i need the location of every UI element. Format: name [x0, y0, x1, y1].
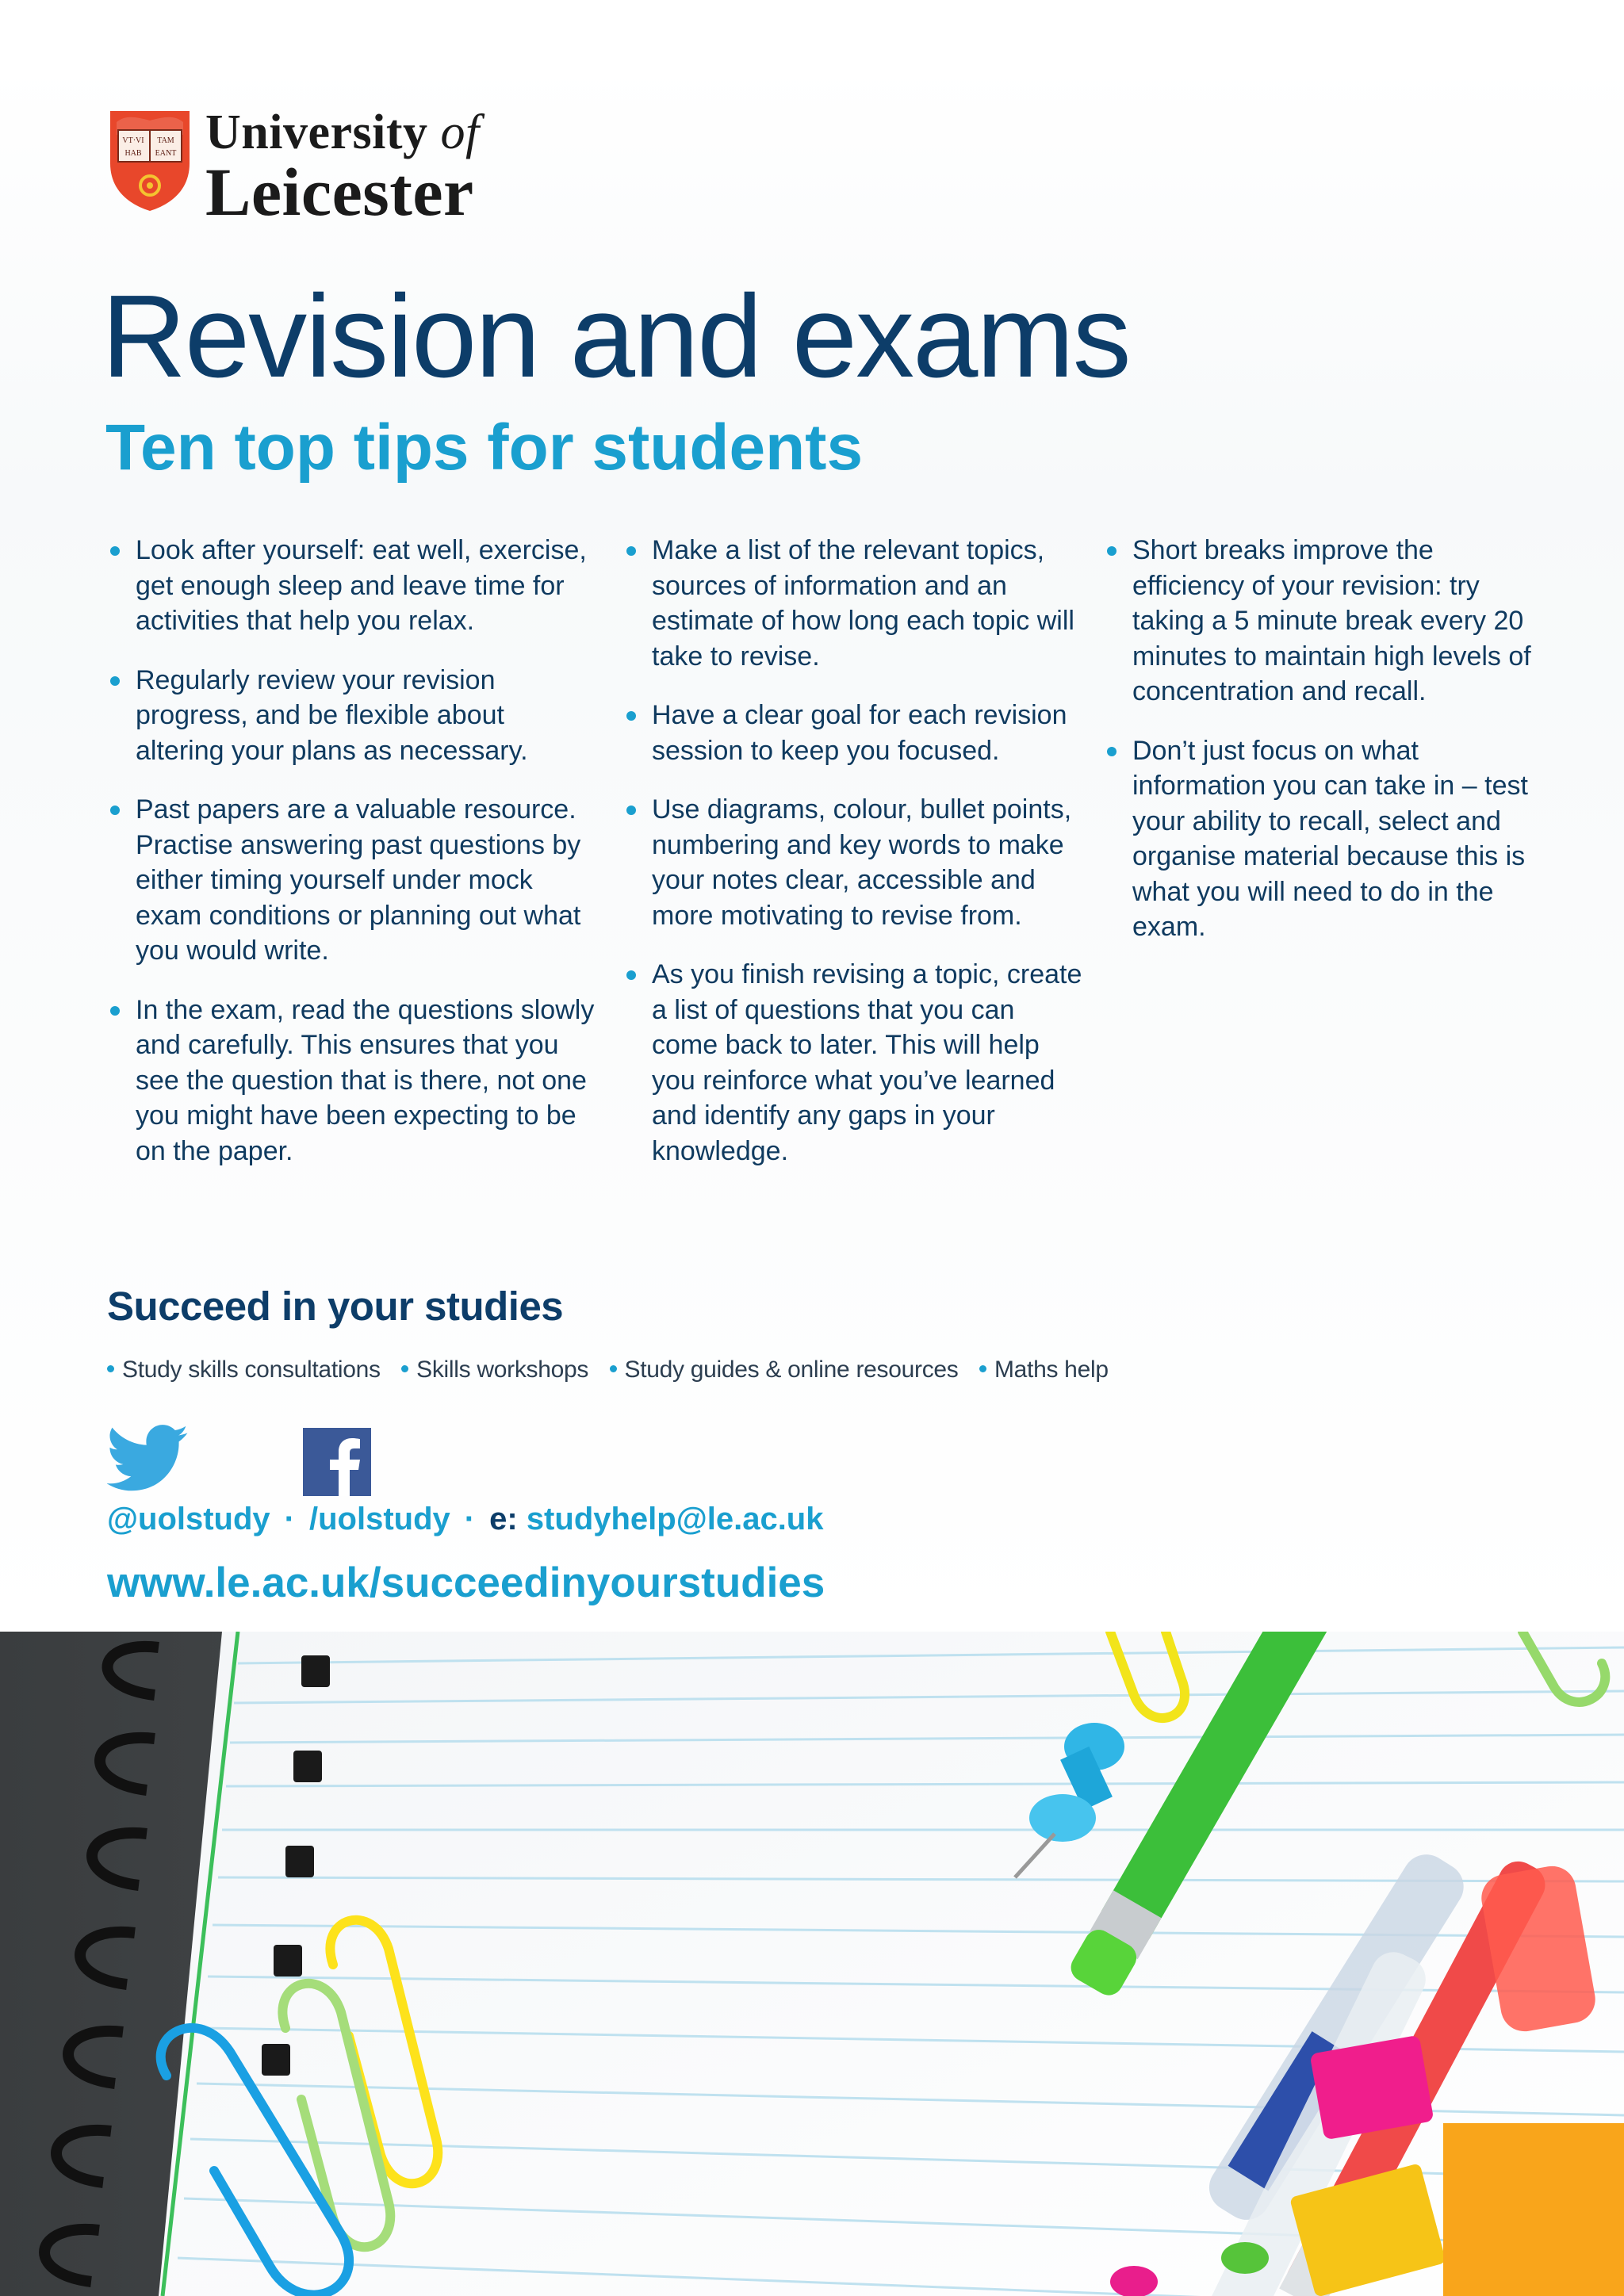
tip-item: Have a clear goal for each revision session to keep you focused. — [623, 698, 1083, 768]
tip-item: In the exam, read the questions slowly and carefully. This ensures that you see the question that is there, not one you might have been expecting to be on the paper. — [107, 993, 599, 1169]
separator: · — [464, 1502, 476, 1536]
tip-item: Regularly review your revision progress, and be flexible about altering your plans as necessary. — [107, 663, 599, 769]
facebook-icon[interactable] — [303, 1428, 371, 1496]
bullet-icon — [610, 1365, 617, 1372]
tip-item: Use diagrams, colour, bullet points, numbering and key words to make your notes clear, accessible and more motivating to revise from. — [623, 792, 1083, 933]
website-link[interactable]: www.le.ac.uk/succeedinyourstudies — [107, 1559, 825, 1606]
page-subtitle: Ten top tips for students — [105, 411, 864, 484]
crest-motto-2: TAM — [157, 136, 174, 145]
tip-item: Look after yourself: eat well, exercise, get enough sleep and leave time for activities that help you relax. — [107, 533, 599, 639]
succeed-title: Succeed in your studies — [107, 1284, 564, 1329]
tip-item: Make a list of the relevant topics, sources of information and an estimate of how long each topic will take to revise. — [623, 533, 1083, 674]
twitter-handle-link[interactable]: @uolstudy — [107, 1502, 270, 1536]
email-link[interactable]: studyhelp@le.ac.uk — [526, 1502, 824, 1536]
logo-leicester: Leicester — [205, 154, 474, 230]
crest-motto-1: VT·VI — [122, 136, 144, 145]
crest-motto-4: EANT — [155, 149, 177, 158]
separator: · — [284, 1502, 295, 1536]
tip-item: Short breaks improve the efficiency of your revision: try taking a 5 minute break every 20 minutes to maintain high levels of concentration and recall. — [1104, 533, 1536, 710]
page-title: Revision and exams — [102, 271, 1130, 402]
facebook-handle-link[interactable]: /uolstudy — [309, 1502, 450, 1536]
logo-university: University — [205, 105, 428, 159]
tip-item: Past papers are a valuable resource. Practise answering past questions by either timing yourself under mock exam conditions or planning out what you would write. — [107, 792, 599, 969]
tip-item: As you finish revising a topic, create a list of questions that you can come back to later. This will help you reinforce what you’ve learned and identify any gaps in your knowledge. — [623, 957, 1083, 1169]
bullet-icon — [979, 1365, 986, 1372]
tip-item: Don’t just focus on what information you can take in – test your ability to recall, select and organise material because this is what you will need to do in the exam. — [1104, 733, 1536, 945]
twitter-icon[interactable] — [107, 1424, 190, 1494]
email-label: e: — [489, 1502, 518, 1536]
bullet-icon — [107, 1365, 114, 1372]
tips-column-2 — [623, 533, 1083, 1192]
university-logo[interactable] — [107, 105, 551, 230]
logo-of: of — [440, 105, 480, 159]
crest-icon — [107, 108, 193, 212]
services-list — [107, 1354, 1126, 1386]
logo-wordmark — [205, 105, 480, 230]
stationery-photo — [0, 1632, 1624, 2296]
bullet-icon — [401, 1365, 408, 1372]
crest-motto-3: HAB — [124, 149, 142, 158]
tips-column-1 — [107, 533, 599, 1192]
service-item: Study skills consultations — [107, 1354, 381, 1386]
service-item: Study guides & online resources — [610, 1354, 959, 1386]
service-item: Maths help — [979, 1354, 1109, 1386]
contact-line — [107, 1497, 823, 1541]
tips-column-3 — [1104, 533, 1536, 969]
service-item: Skills workshops — [401, 1354, 588, 1386]
